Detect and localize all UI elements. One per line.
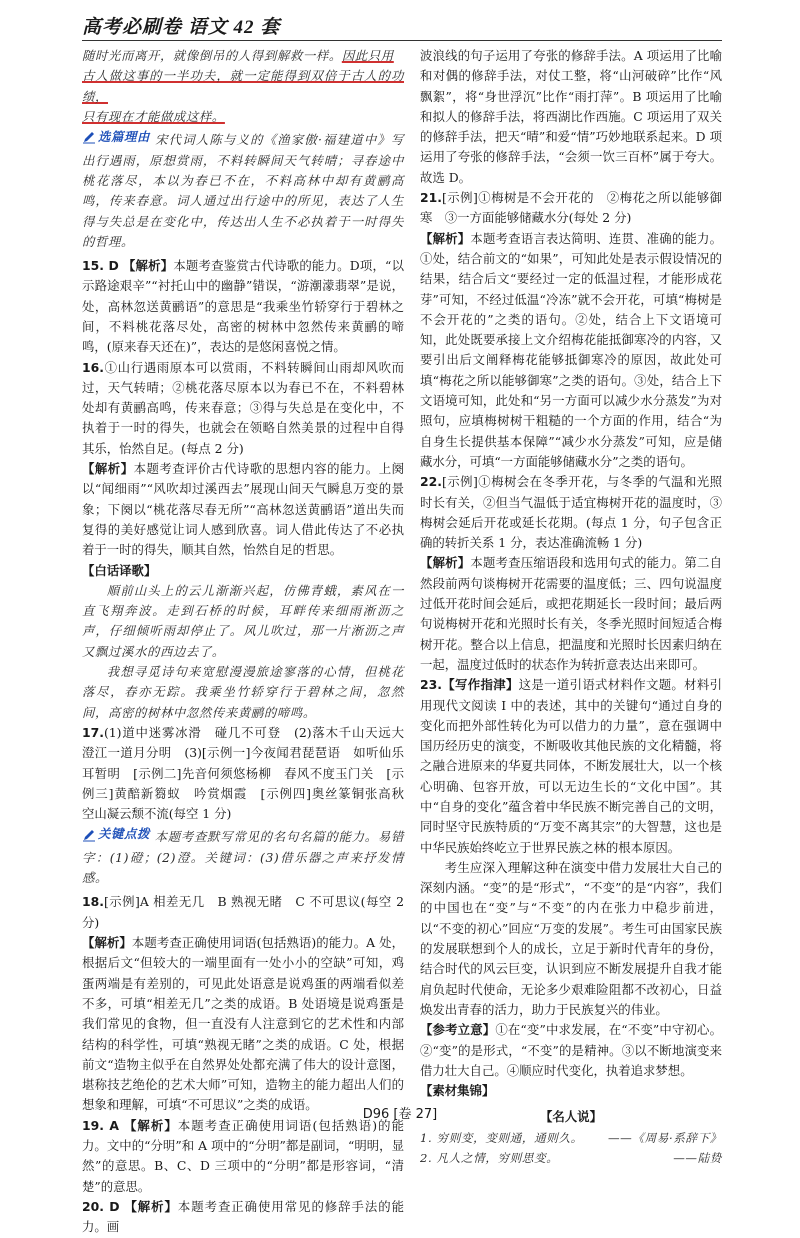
intro-note: 随时光而离开，就像倒吊的人得到解救一样。因此只用 古人做这事的一半功夫，就一定能得到双倍于古人的功绩， 只有现在才能做成这样。: [82, 48, 404, 124]
selection-reason: 选篇理由 宋代词人陈与义的《渔家傲·福建道中》写出行遇雨，原想赏雨，不料转瞬间天气转晴；寻春途中桃花落尽，本以为春已不在，不料高林中却有黄鹂高鸣，传来春意。词人通过出行途中的所见，表达了人生得与失总是在变化中，传达出人生不必执着于一时得失的哲理。: [82, 129, 404, 249]
translation-paragraph-1: 順前山头上的云儿渐渐兴起，仿佛青蛾，素风在一直飞翔奔波。走到石桥的时候，耳畔传来细雨淅沥之声，仔细倾听雨却停止了。风儿吹过，那一片淅沥之声又飘过溪水的西边去了。: [82, 582, 404, 659]
translation-label: 【白话译歌】: [82, 562, 157, 578]
material-label: 【素材集锦】: [420, 1083, 495, 1099]
question-19: 19. A 【解析】本题考查正确使用词语(包括熟语)的能力。文中的“分明”和 A 项中的“分明”都是副词，“明明，显然”的意思。B、C、D 三项中的“分明”都是形容词，“清楚”的意思。: [82, 1117, 404, 1194]
question-16: 16.①山行遇雨原本可以赏雨，不料转瞬间山雨却风吹而过，天气转晴；②桃花落尽原本以为春已不在，不料碧林处却有黄鹂高鸣，传来春意；③得与失总是在变化中，不执着于一时的得失，也就会在领略自然美景的过程中自得其乐，怡然自足。(每点 2 分) 【解析】本题考查评价古代诗歌的思想内容的能力。上阕以“闻细雨”“风吹却过溪西去”展现山间天气瞬息万变的景象；下阕以“桃花落尽春无所”“高林忽送黄鹂语”道出失而复得的美好感觉让词人感到欣喜。词人借此传达了不必执着于一时的得失，顺其自然，怡然自足的哲思。: [82, 359, 405, 558]
page-header: [82, 10, 722, 41]
question-23-themes: 【参考立意】①在“变”中求发展，在“不变”中守初心。②“变”的是形式，“不变”的是精神。③以不断地演变来借力壮大自己。④顺应时代变化，执着追求梦想。: [420, 1022, 723, 1078]
question-20-continued: 波浪线的句子运用了夸张的修辞手法。A 项运用了比喻和对偶的修辞手法，对仗工整，将“山河破碎”比作“风飘絮”，将“身世浮沉”比作“雨打萍”。B 项运用了比喻和拟人的修辞手法，将西湖比作西施。C 项运用了双关的修辞手法，把天“晴”和爱“情”巧妙地联系起来。D 项运用了夸张的修辞手法，“会须一饮三百杯”属于夸大。故选 D。: [420, 48, 722, 185]
quote-item: 2. 凡人之情，穷则思变。 ——陆贽: [420, 1151, 722, 1166]
translation-paragraph-2: 我想寻觅诗句来宽慰漫漫旅途寥落的心情，但桃花落尽，春亦无踪。我乘坐竹轿穿行于碧林之间，忽然间，高密的树林中忽然传来黄鹂的啼鸣。: [82, 664, 404, 720]
question-23-analysis: 考生应深入理解这种在演变中借力发展壮大自己的深刻内涵。“变”的是“形式”，“不变”的是“内容”，我们的中国也在“变”与“不变”的内在张力中稳步前进，以“不变的初心”回应“万变的发展”。考生可由国家民族的发展联想到个人的成长，立足于新时代青年的身份，结合时代的风云巨变，认识到应不断发展提升自我才能肩负起时代使命，无论多少艰难险阻都不改初心，日益焕发出青春的活力，助力于民族复兴的伟业。: [420, 859, 722, 1017]
right-column: [420, 46, 722, 1168]
question-18: 18.[示例]A 相差无几 B 熟视无睹 C 不可思议(每空 2 分) 【解析】本题考查正确使用词语(包括熟语)的能力。A 处，根据后文“但较大的一端里面有一处小小的空缺”可知，鸡蛋两端是有差别的，可见此处语意是说鸡蛋的两端看似差不多，可填“相差无几”之类的成语。B 处语境是说鸡蛋是我们常见的食物，但一直没有人注意到它的艺术性和内部结构的科学性，可填“熟视无睹”之类的成语。C 处，根据前文“造物主似乎在自然界处处都充满了伟大的设计意图，堪称技艺绝伦的艺术大师”可知，造物主的能力超出人们的想象和理解，可填“不可思议”之类的成语。: [82, 894, 405, 1113]
quote-item: 1. 穷则变，变则通，通则久。 ——《周易·系辞下》: [420, 1130, 722, 1145]
header-title: 高考必刷卷 语文 42 套: [82, 17, 281, 38]
key-point: 关键点拨 本题考查默写常见的名句名篇的能力。易错字：(1)磴；(2)澄。关键词：(3)借乐器之声来抒发情感。: [82, 826, 404, 886]
key-label: 关键点拨: [82, 824, 150, 844]
question-17: 17.(1)道中迷雾冰滑 碰几不可登 (2)落木千山天远大 澄江一道月分明 (3)[示例一]今夜闻君琵琶语 如听仙乐耳暂明 [示例二]先音何须悠杨柳 春风不度玉门关 [示例三]黄醅新篘蚁 吟赏烟霞 [示例四]奥丝篆铜张高秋 空山凝云颓不流(每空 1 分): [82, 724, 417, 822]
selection-label: 选篇理由: [82, 127, 150, 147]
question-15: 15. D 【解析】本题考查鉴赏古代诗歌的能力。D项，“以示路途艰辛”“衬托山中的幽静”错误，“游潮濛翡翠”是说，处，高林忽送黄鹂语”的意思是“我乘坐竹轿穿行于碧林之间，不料桃花落尽处，高密的树林中忽然传来黄鹂的啼鸣，(原来春天还在)”，表达的是悠闲喜悦之情。: [82, 258, 404, 355]
question-21: 21.[示例]①梅树是不会开花的 ②梅花之所以能够御寒 ③一方面能够储藏水分(每处 2 分) 【解析】本题考查语言表达简明、连贯、准确的能力。①处，结合前文的“如果”，可知此处是表示假设情况的结果，结合后文“要经过一定的低温过程，才能形成花芽”可知，不经过低温“冷冻”就不会开花，可填“梅树是不会开花的”之类的语句。②处，结合上下文语境可知，此处既要承接上文介绍梅花能抵御寒冷的内容，又要引出后文阐释梅花能够抵御寒冷的原因，故此处可填“梅花之所以能够御寒”之类的语句。③处，结合上下文语境可知，此处和“另一方面可以减少水分蒸发”为对照句，应填梅树树干粗糙的一个方面的作用，结合“为自身生长提供基本保障”“减少水分蒸发”可知，应是储藏水分，可填“一方面能够储藏水分”之类的语句。: [420, 190, 723, 469]
pen-icon: [82, 828, 96, 842]
pen-icon: [82, 130, 96, 144]
page-footer: D96 [卷 27]: [362, 1107, 438, 1122]
question-20: 20. D 【解析】本题考查正确使用常见的修辞手法的能力。画: [82, 1198, 404, 1235]
question-22: 22.[示例]①梅树会在冬季开花，与冬季的气温和光照时长有关，②但当气温低于适宜梅树开花的温度时，③梅树会延后开花或延长花期。(每点 1 分，句子包含正确的转折关系 1 分，表达准确流畅 1 分) 【解析】本题考查压缩语段和选用句式的能力。第二自然段前两句谈梅树开花需要的温度低；三、四句说温度过低开花时间会延后，或把花期延长一段时间；最后两句说梅树开花和光照时长有关，冬季光照时间短适合梅树开花。整合以上信息，把温度和光照时长因素归纳在一起，温度过低时的状态作为转折意表达出来即可。: [420, 474, 723, 672]
question-23: 23.【写作指津】这是一道引语式材料作文题。材料引用现代文阅读 I 中的表述，其中的关键句“通过自身的变化而把外部性转化为可以借力的力量”，意在强调中国历经历史的演变，不断吸收其他民族的文化精髓，将之融合进原来的华夏共同体，不断发展壮大，以一个核心明确、包容开放，可以无边生长的“文化中国”。其中“自身的变化”蕴含着中华民族不断完善自己的文明，同时坚守民族特质的“万变不离其宗”的大智慧，这也是中华民族始终屹立于世界民族之林的根本原因。: [420, 677, 723, 855]
famous-sayings-title: 【名人说】: [540, 1109, 602, 1125]
left-column: [82, 46, 417, 1238]
